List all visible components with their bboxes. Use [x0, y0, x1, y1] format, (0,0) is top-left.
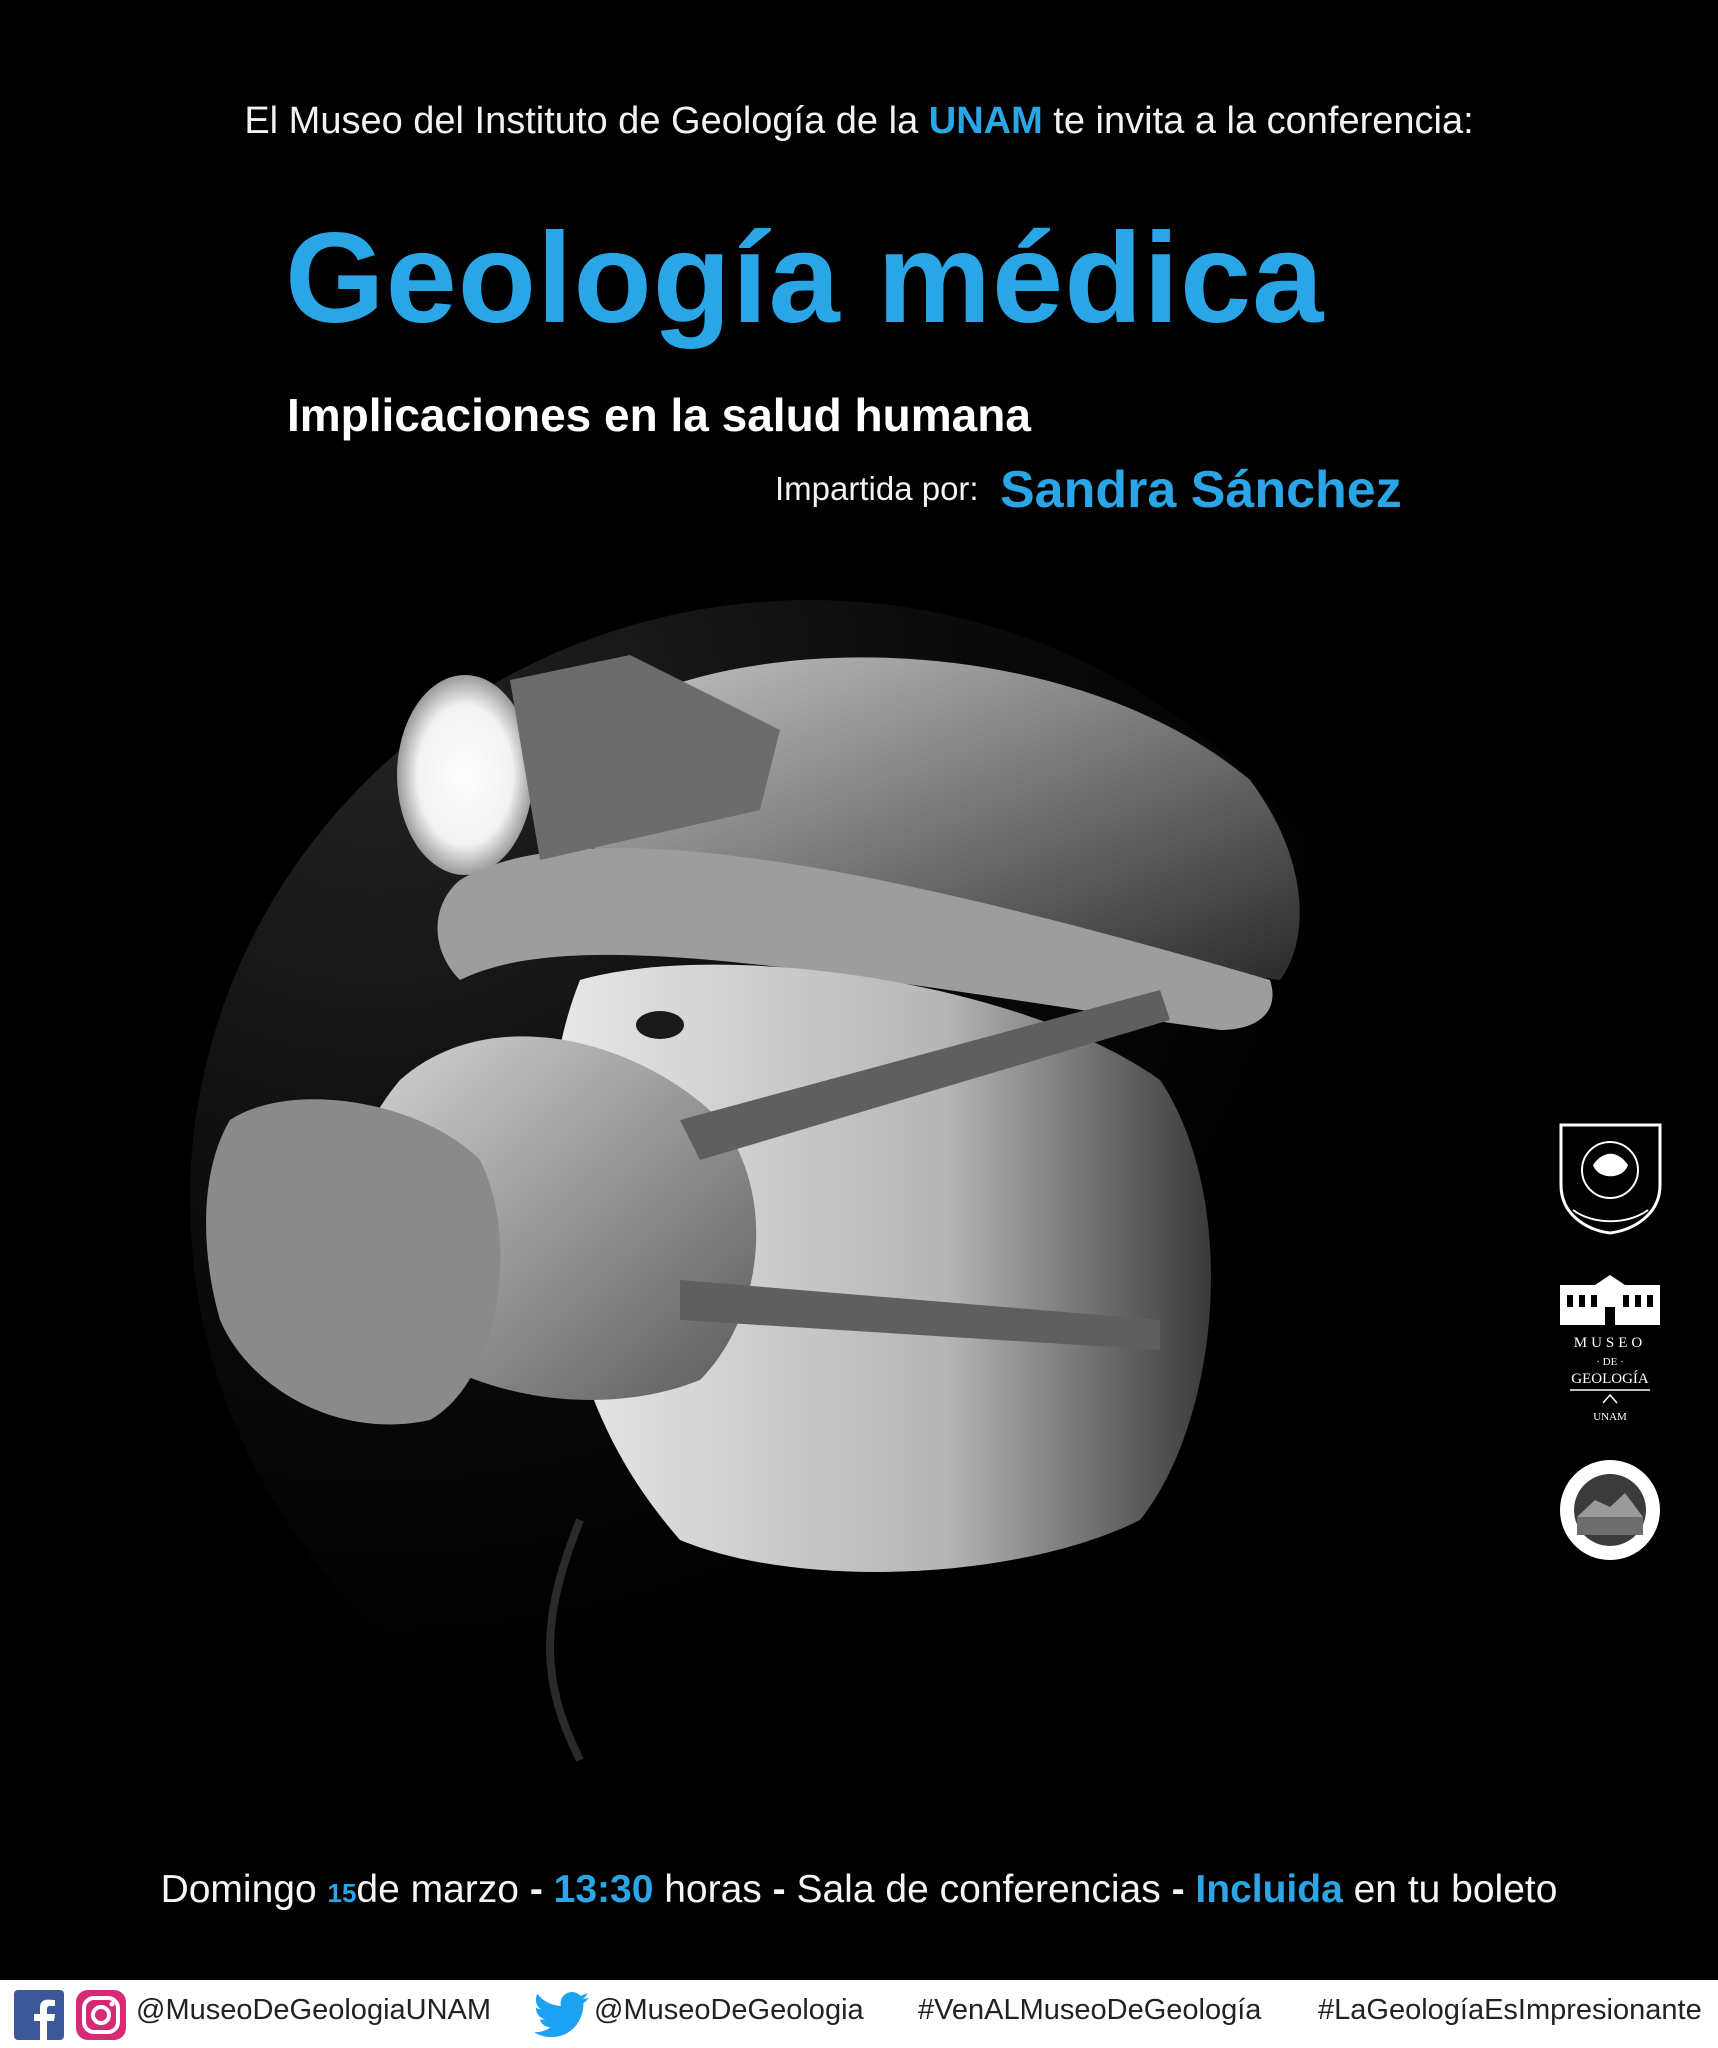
twitter-icon[interactable]: [535, 1992, 589, 2038]
museo-logo-line2: · DE ·: [1596, 1356, 1624, 1368]
museo-geologia-logo: [1555, 1275, 1665, 1425]
unam-seal-icon: [1553, 1115, 1668, 1235]
event-hours: horas: [653, 1868, 762, 1911]
instituto-geologia-seal-icon: [1555, 1455, 1665, 1565]
museo-logo-line4: UNAM: [1593, 1411, 1627, 1423]
museo-logo-line3: GEOLOGÍA: [1571, 1371, 1649, 1387]
miner-photo: [160, 560, 1460, 1820]
event-title: Geología médica: [285, 207, 1325, 350]
museo-logo-line1: MUSEO: [1573, 1335, 1647, 1351]
facebook-instagram-handle[interactable]: @MuseoDeGeologiaUNAM: [136, 1994, 492, 2026]
facebook-icon[interactable]: [14, 1990, 64, 2040]
institution-logos: [1545, 1115, 1675, 1565]
twitter-handle[interactable]: @MuseoDeGeologia: [594, 1994, 864, 2026]
invitation-unam: UNAM: [928, 100, 1043, 142]
event-details: [0, 1868, 1718, 1912]
invitation-text-start: El Museo del Instituto de Geología de la: [244, 100, 929, 142]
separator-2: -: [761, 1868, 797, 1911]
speaker-name: Sandra Sánchez: [1000, 461, 1402, 519]
event-weekday: Domingo: [160, 1868, 317, 1911]
event-ticket: en tu boleto: [1342, 1868, 1558, 1911]
event-included: Incluida: [1195, 1868, 1343, 1911]
event-day: 15: [327, 1878, 357, 1908]
hashtag-la-geologia[interactable]: #LaGeologíaEsImpresionante: [1318, 1994, 1702, 2026]
hashtag-ven-al-museo[interactable]: #VenALMuseoDeGeología: [918, 1994, 1262, 2026]
event-time: 13:30: [553, 1868, 654, 1911]
separator-3: -: [1160, 1868, 1196, 1911]
separator-1: -: [518, 1868, 554, 1911]
social-footer: [0, 1980, 1718, 2048]
event-month: de marzo: [356, 1868, 519, 1911]
invitation-text-end: te invita a la conferencia:: [1042, 100, 1474, 142]
event-subtitle: Implicaciones en la salud humana: [287, 389, 1031, 441]
invitation-line: [0, 100, 1718, 143]
speaker-label: Impartida por:: [775, 470, 979, 507]
event-venue: Sala de conferencias: [796, 1868, 1161, 1911]
instagram-icon[interactable]: [76, 1990, 126, 2040]
